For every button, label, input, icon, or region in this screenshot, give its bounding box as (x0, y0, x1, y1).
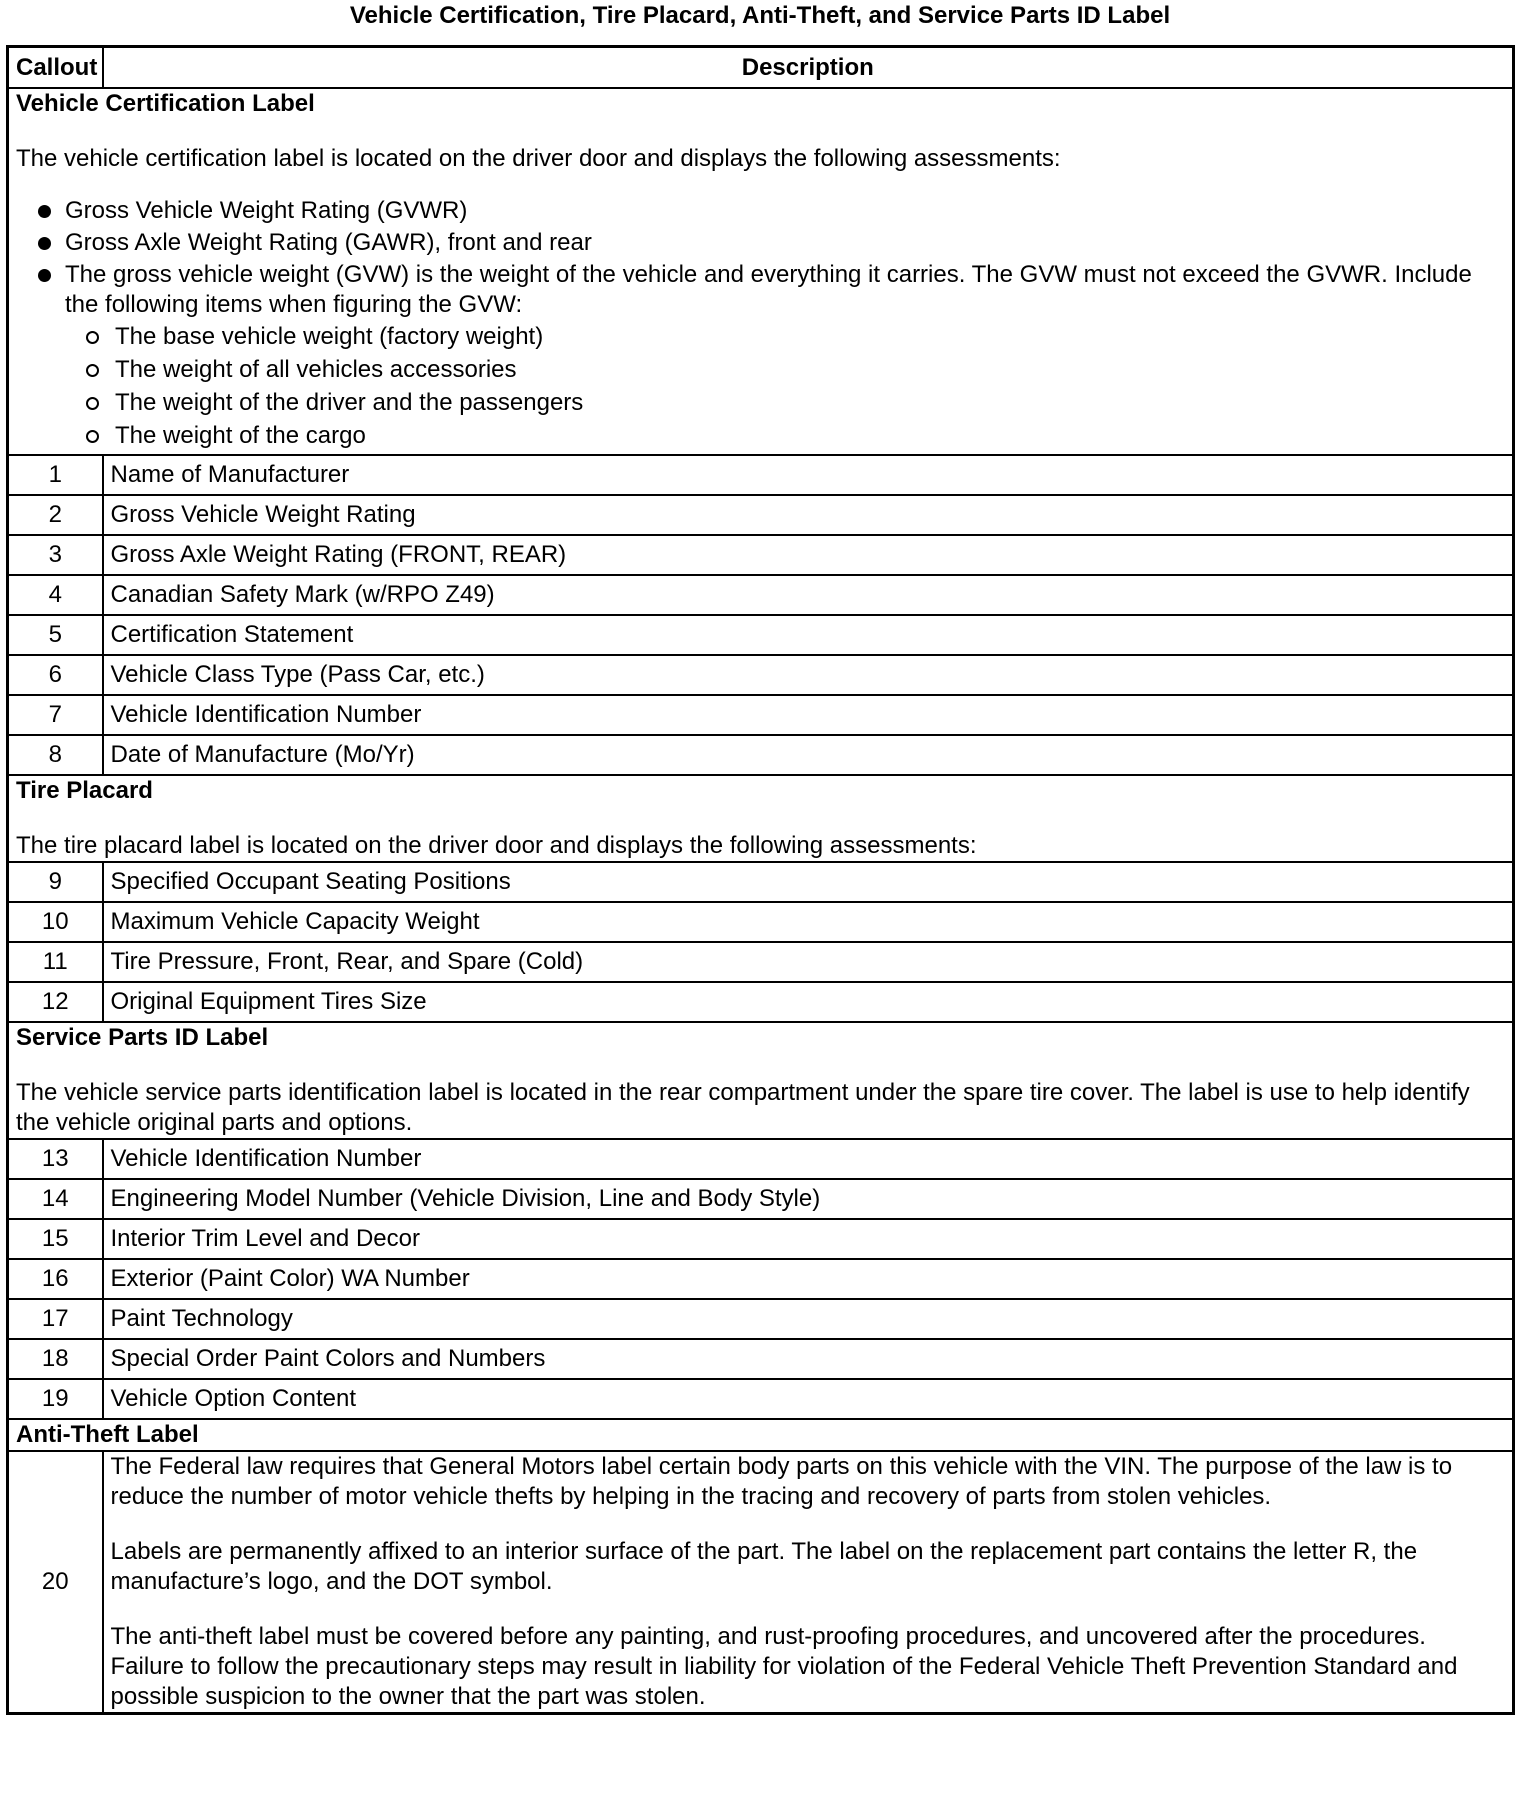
table-row (8, 1179, 1514, 1219)
bullet-item (16, 260, 1505, 451)
bullet-item (16, 228, 1505, 258)
callout-number: 4 (8, 575, 103, 615)
table-row (8, 455, 1514, 495)
table-row (8, 1451, 1514, 1714)
section-cell (8, 1022, 1514, 1139)
table-row (8, 1379, 1514, 1419)
table-row (8, 535, 1514, 575)
callout-description: Engineering Model Number (Vehicle Division, Line and Body Style) (103, 1179, 1514, 1219)
table-row (8, 862, 1514, 902)
bullet-text: Gross Axle Weight Rating (GAWR), front and rear (65, 229, 592, 256)
callout-description: Interior Trim Level and Decor (103, 1219, 1514, 1259)
callout-number: 20 (8, 1451, 103, 1714)
callout-description: Specified Occupant Seating Positions (103, 862, 1514, 902)
sub-bullet-item (65, 388, 1505, 418)
section-cell (8, 88, 1514, 455)
section-row-service-parts (8, 1022, 1514, 1139)
callout-number: 7 (8, 695, 103, 735)
callout-description: Vehicle Option Content (103, 1379, 1514, 1419)
sub-bullet-text: The weight of the driver and the passengers (115, 389, 584, 416)
callout-description: Special Order Paint Colors and Numbers (103, 1339, 1514, 1379)
bullet-list (16, 196, 1505, 451)
callout-description: Date of Manufacture (Mo/Yr) (103, 735, 1514, 775)
table-row (8, 982, 1514, 1022)
hollow-bullet-icon (86, 397, 99, 410)
bullet-text: The gross vehicle weight (GVW) is the weight of the vehicle and everything it carries. The GVW must not exceed the GVWR. Include the following items when figuring the GVW: (65, 261, 1472, 318)
table-row (8, 615, 1514, 655)
table-row (8, 495, 1514, 535)
filled-bullet-icon (38, 237, 51, 250)
anti-theft-paragraph: The Federal law requires that General Motors label certain body parts on this vehicle with the VIN. The purpose of the law is to reduce the number of motor vehicle thefts by helping in the tracing and recovery of parts from stolen vehicles. (110, 1453, 1453, 1510)
callout-number: 6 (8, 655, 103, 695)
sub-bullet-text: The base vehicle weight (factory weight) (115, 323, 544, 350)
callout-description: Vehicle Class Type (Pass Car, etc.) (103, 655, 1514, 695)
hollow-bullet-icon (86, 364, 99, 377)
table-row (8, 902, 1514, 942)
section-intro-service-parts: The vehicle service parts identification label is located in the rear compartment under the spare tire cover. The label is use to help identify the vehicle original parts and options. (16, 1079, 1470, 1136)
callout-number: 5 (8, 615, 103, 655)
section-row-tire-placard (8, 775, 1514, 862)
callout-number: 19 (8, 1379, 103, 1419)
sub-bullet-text: The weight of all vehicles accessories (115, 356, 517, 383)
section-cell (8, 1419, 1514, 1451)
sub-bullet-item (65, 322, 1505, 352)
callout-description: Tire Pressure, Front, Rear, and Spare (Cold) (103, 942, 1514, 982)
sub-bullet-item (65, 421, 1505, 451)
section-title-anti-theft: Anti-Theft Label (16, 1421, 199, 1448)
callout-description (103, 1451, 1514, 1714)
table-row (8, 575, 1514, 615)
filled-bullet-icon (38, 269, 51, 282)
callout-table (6, 45, 1515, 1715)
table-row (8, 1139, 1514, 1179)
callout-description: Gross Vehicle Weight Rating (103, 495, 1514, 535)
callout-description: Gross Axle Weight Rating (FRONT, REAR) (103, 535, 1514, 575)
callout-description: Exterior (Paint Color) WA Number (103, 1259, 1514, 1299)
callout-number: 8 (8, 735, 103, 775)
section-title-vehicle-certification: Vehicle Certification Label (16, 90, 315, 117)
callout-description: Maximum Vehicle Capacity Weight (103, 902, 1514, 942)
callout-description: Vehicle Identification Number (103, 695, 1514, 735)
section-row-anti-theft (8, 1419, 1514, 1451)
callout-number: 2 (8, 495, 103, 535)
hollow-bullet-icon (86, 430, 99, 443)
sub-bullet-item (65, 355, 1505, 385)
section-title-service-parts: Service Parts ID Label (16, 1024, 269, 1051)
callout-number: 12 (8, 982, 103, 1022)
callout-number: 9 (8, 862, 103, 902)
section-intro-tire-placard: The tire placard label is located on the driver door and displays the following assessments: (16, 832, 977, 859)
callout-description: Vehicle Identification Number (103, 1139, 1514, 1179)
callout-description: Paint Technology (103, 1299, 1514, 1339)
anti-theft-paragraph: The anti-theft label must be covered before any painting, and rust-proofing procedures, and uncovered after the procedures. Failure to follow the precautionary steps may result in liability for violation of the Federal Vehicle Theft Prevention Standard and possible suspicion to the owner that the part was stolen. (110, 1623, 1458, 1710)
table-row (8, 695, 1514, 735)
table-row (8, 1219, 1514, 1259)
table-row (8, 1339, 1514, 1379)
callout-number: 14 (8, 1179, 103, 1219)
section-intro-vehicle-certification: The vehicle certification label is located on the driver door and displays the following assessments: (16, 145, 1061, 172)
callout-number: 18 (8, 1339, 103, 1379)
sub-bullet-text: The weight of the cargo (115, 422, 366, 449)
hollow-bullet-icon (86, 331, 99, 344)
callout-number: 3 (8, 535, 103, 575)
table-header-row (8, 47, 1514, 89)
document-title: Vehicle Certification, Tire Placard, Anti-Theft, and Service Parts ID Label (349, 2, 1171, 29)
sub-bullet-list (65, 322, 1505, 451)
table-row (8, 1259, 1514, 1299)
callout-description: Certification Statement (103, 615, 1514, 655)
callout-number: 15 (8, 1219, 103, 1259)
callout-description: Canadian Safety Mark (w/RPO Z49) (103, 575, 1514, 615)
callout-number: 17 (8, 1299, 103, 1339)
anti-theft-paragraph: Labels are permanently affixed to an interior surface of the part. The label on the replacement part contains the letter R, the manufacture’s logo, and the DOT symbol. (110, 1538, 1418, 1595)
table-row (8, 942, 1514, 982)
section-row-vehicle-certification (8, 88, 1514, 455)
section-title-tire-placard: Tire Placard (16, 777, 153, 804)
callout-description: Original Equipment Tires Size (103, 982, 1514, 1022)
callout-number: 11 (8, 942, 103, 982)
table-row (8, 1299, 1514, 1339)
callout-number: 13 (8, 1139, 103, 1179)
table-row (8, 735, 1514, 775)
section-cell (8, 775, 1514, 862)
description-column-header: Description (103, 47, 1514, 89)
callout-column-header: Callout (8, 47, 103, 89)
callout-number: 16 (8, 1259, 103, 1299)
callout-number: 10 (8, 902, 103, 942)
callout-description: Name of Manufacturer (103, 455, 1514, 495)
filled-bullet-icon (38, 205, 51, 218)
callout-number: 1 (8, 455, 103, 495)
table-row (8, 655, 1514, 695)
bullet-text: Gross Vehicle Weight Rating (GVWR) (65, 197, 468, 224)
bullet-item (16, 196, 1505, 226)
